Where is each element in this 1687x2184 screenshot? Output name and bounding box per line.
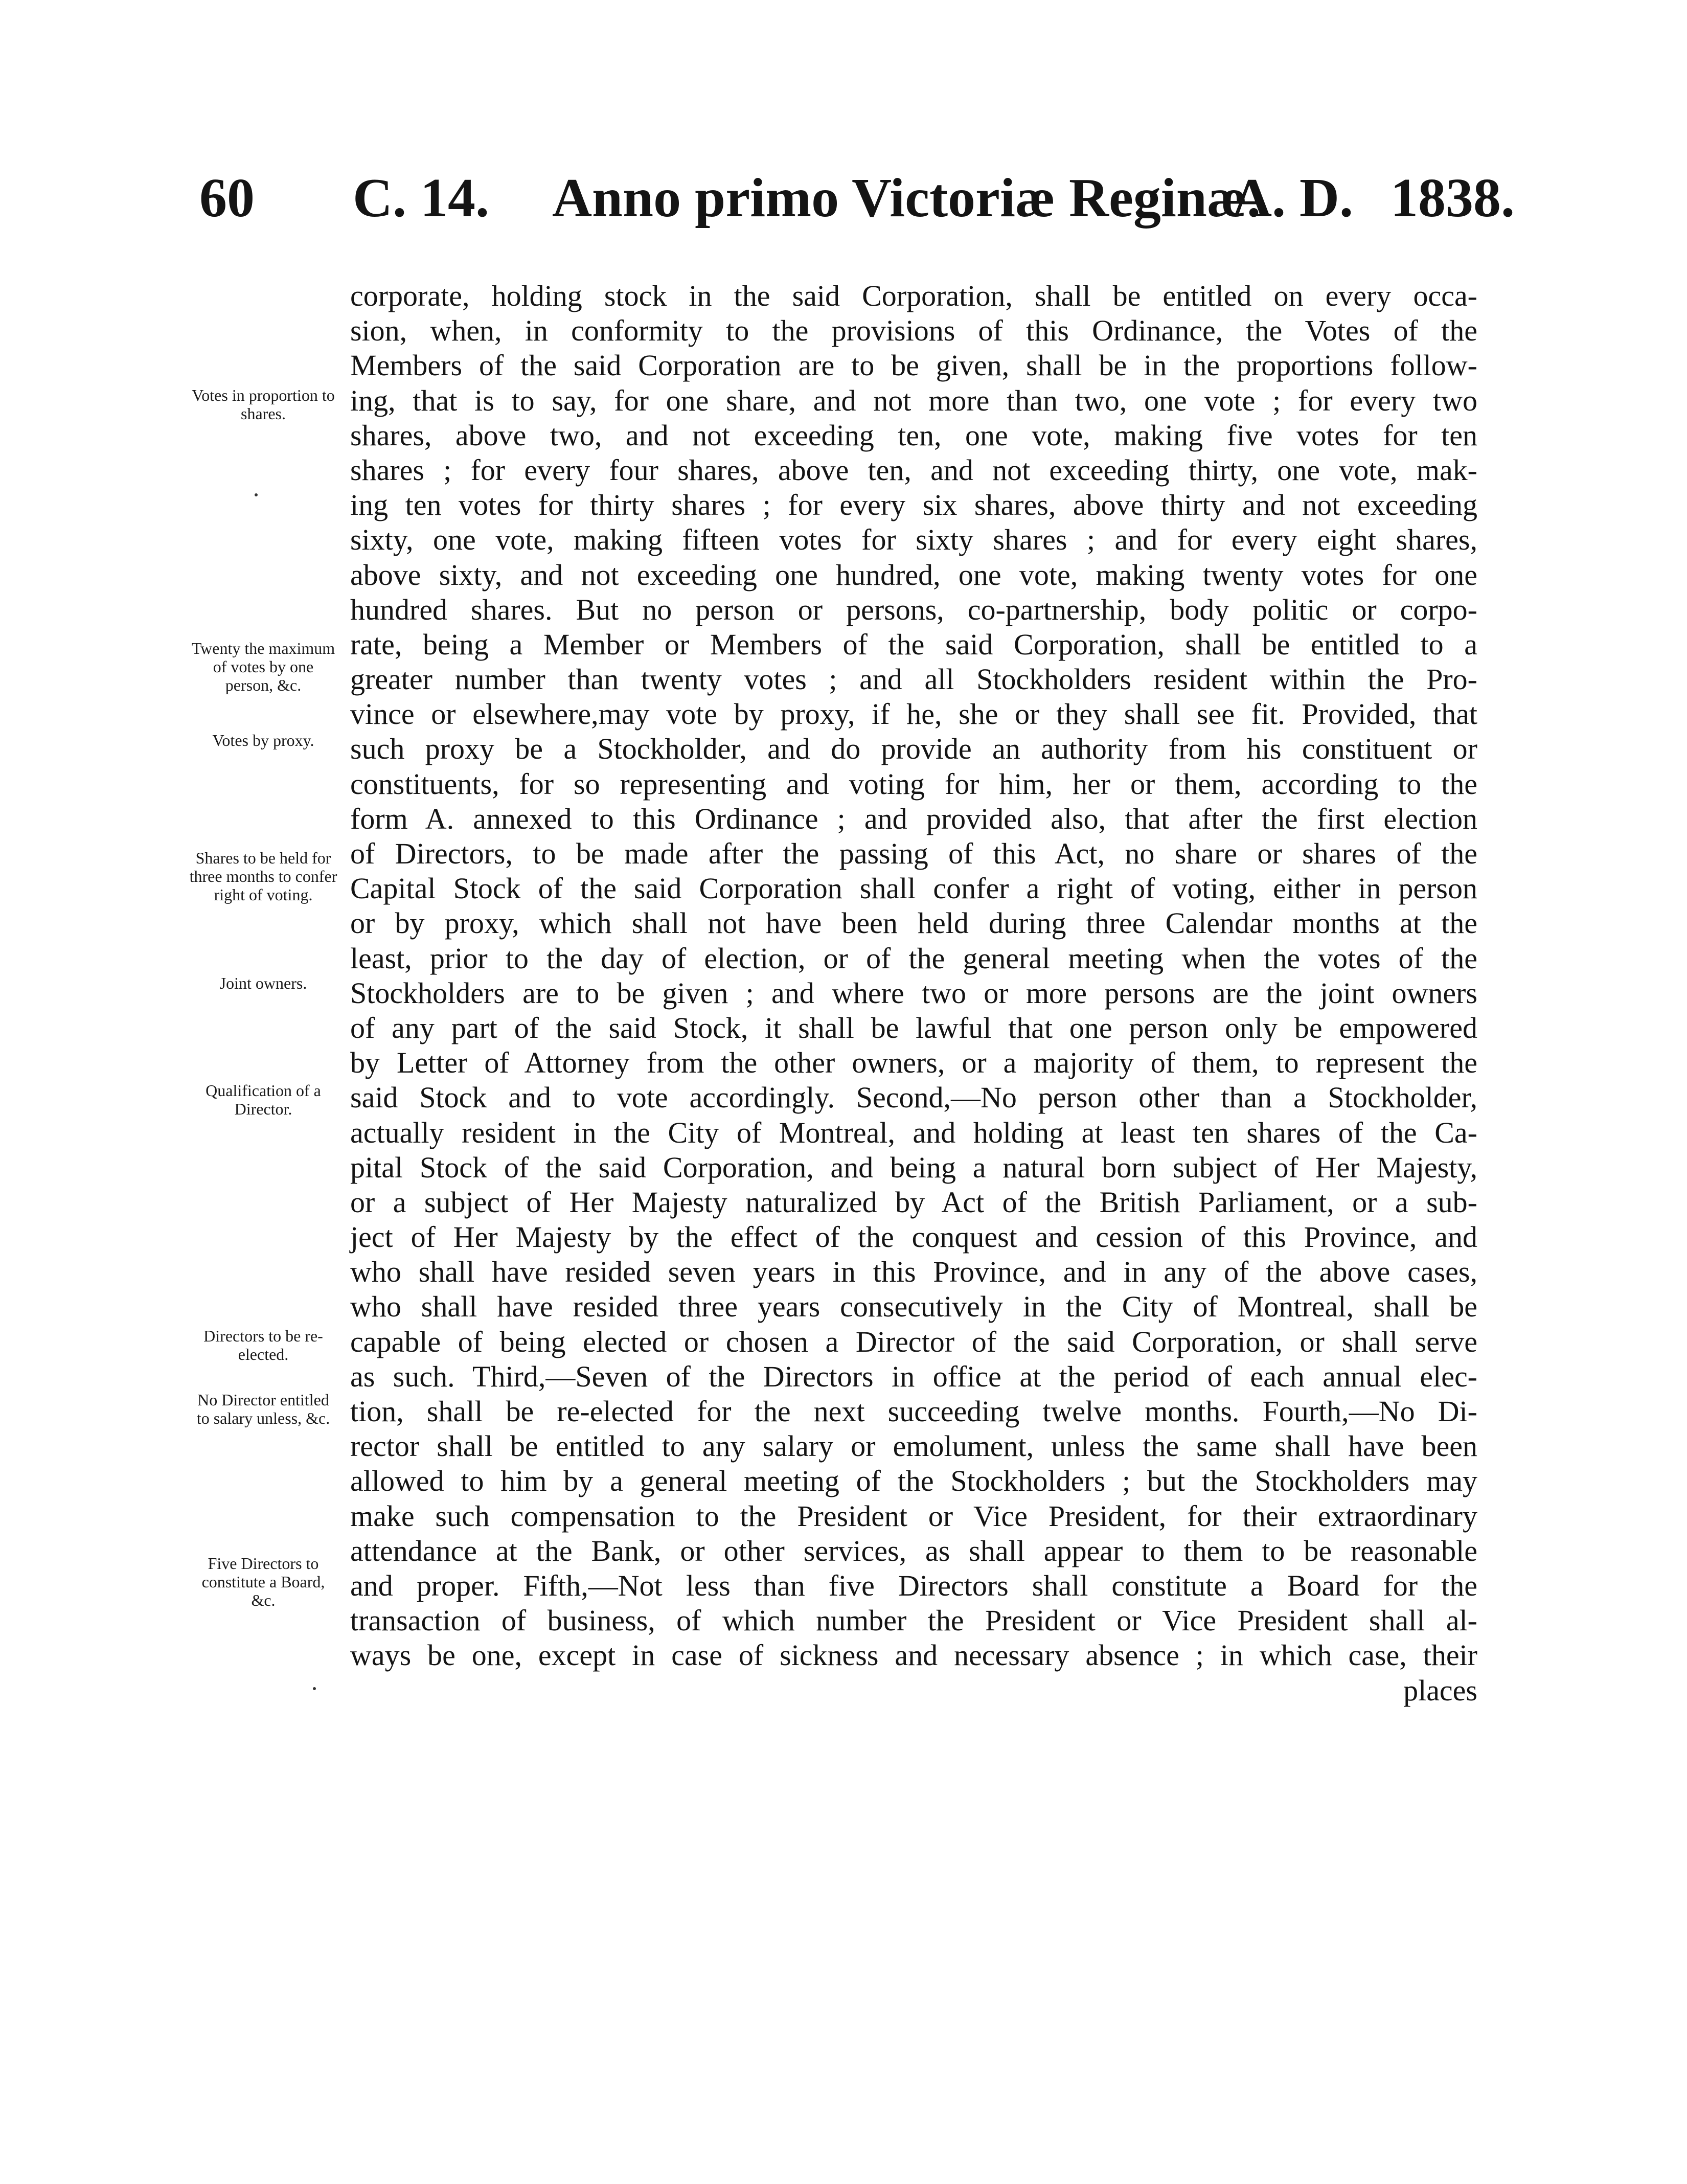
text-line: as such. Third,—Seven of the Directors in office at the period of each annual elec- [350, 1359, 1477, 1393]
printer-mark [255, 493, 258, 496]
text-line: Stockholders are to be given ; and where two or more persons are the joint owners [350, 976, 1477, 1010]
margin-note-shares-held-three-months: Shares to be held for three months to confer right of voting. [189, 849, 337, 904]
text-line: tion, shall be re-elected for the next succeeding twelve months. Fourth,—No Di- [350, 1395, 1477, 1428]
text-line: Capital Stock of the said Corporation shall confer a right of voting, either in person [350, 872, 1477, 905]
chapter-label: C. 14. [353, 168, 489, 229]
body-text [350, 279, 1477, 1708]
margin-note-twenty-maximum: Twenty the maximum of votes by one person, &c. [191, 639, 335, 694]
text-line: sixty, one vote, making fifteen votes for sixty shares ; and for every eight shares, [350, 523, 1477, 557]
text-line: above sixty, and not exceeding one hundred, one vote, making twenty votes for one [350, 558, 1477, 592]
text-line: and proper. Fifth,—Not less than five Directors shall constitute a Board for the [350, 1568, 1477, 1602]
text-line: ways be one, except in case of sickness and necessary absence ; in which case, their [350, 1639, 1477, 1672]
text-line: shares ; for every four shares, above ten, and not exceeding thirty, one vote, mak- [350, 453, 1477, 487]
text-line: ject of Her Majesty by the effect of the conquest and cession of this Province, and [350, 1220, 1477, 1254]
margin-note-qualification-director: Qualification of a Director. [206, 1081, 321, 1118]
text-line: greater number than twenty votes ; and all Stockholders resident within the Pro- [350, 663, 1477, 696]
text-line: capable of being elected or chosen a Director of the said Corporation, or shall serve [350, 1325, 1477, 1358]
text-line: shares, above two, and not exceeding ten, one vote, making five votes for ten [350, 418, 1477, 452]
text-line: such proxy be a Stockholder, and do provide an authority from his constituent or [350, 732, 1477, 766]
margin-note-votes-by-proxy: Votes by proxy. [212, 731, 314, 749]
text-line: form A. annexed to this Ordinance ; and provided also, that after the first election [350, 802, 1477, 835]
running-title: Anno primo Victoriæ Reginæ. [552, 168, 1261, 229]
text-line: ing ten votes for thirty shares ; for every six shares, above thirty and not exceeding [350, 488, 1477, 522]
margin-note-no-salary: No Director entitled to salary unless, &c. [196, 1391, 330, 1427]
text-line: rector shall be entitled to any salary or emolument, unless the same shall have been [350, 1429, 1477, 1463]
text-line: who shall have resided seven years in this Province, and in any of the above cases, [350, 1255, 1477, 1289]
margin-note-votes-proportion: Votes in proportion to shares. [192, 386, 335, 423]
text-line: sion, when, in conformity to the provisions of this Ordinance, the Votes of the [350, 314, 1477, 348]
text-line: actually resident in the City of Montreal, and holding at least ten shares of the Ca- [350, 1116, 1477, 1149]
text-line: ing, that is to say, for one share, and not more than two, one vote ; for every two [350, 383, 1477, 417]
year-label: 1838. [1390, 168, 1515, 229]
text-line: pital Stock of the said Corporation, and being a natural born subject of Her Majesty, [350, 1150, 1477, 1184]
text-line: who shall have resided three years consecutively in the City of Montreal, shall be [350, 1290, 1477, 1324]
text-line: corporate, holding stock in the said Corporation, shall be entitled on every occa- [350, 279, 1477, 312]
text-line: make such compensation to the President or Vice President, for their extraordinary [350, 1499, 1477, 1533]
text-line: of Directors, to be made after the passing of this Act, no share or shares of the [350, 837, 1477, 870]
text-line: or by proxy, which shall not have been held during three Calendar months at the [350, 906, 1477, 940]
printer-mark [313, 1687, 316, 1690]
text-line: allowed to him by a general meeting of the Stockholders ; but the Stockholders may [350, 1464, 1477, 1498]
margin-note-joint-owners: Joint owners. [219, 974, 307, 992]
margin-note-directors-reelected: Directors to be re-elected. [203, 1327, 323, 1363]
text-line: constituents, for so representing and voting for him, her or them, according to the [350, 767, 1477, 801]
page-number: 60 [199, 168, 255, 229]
text-line: of any part of the said Stock, it shall be lawful that one person only be empowered [350, 1011, 1477, 1044]
text-line: vince or elsewhere,may vote by proxy, if he, she or they shall see fit. Provided, that [350, 697, 1477, 731]
text-line: hundred shares. But no person or persons, co-partnership, body politic or corpo- [350, 593, 1477, 626]
running-header [0, 163, 1687, 234]
catchword: places [1403, 1673, 1477, 1707]
text-line: least, prior to the day of election, or of the general meeting when the votes of the [350, 941, 1477, 975]
text-line: transaction of business, of which number the President or Vice President shall al- [350, 1604, 1477, 1637]
anno-domini-label: A. D. [1232, 168, 1353, 229]
text-line: attendance at the Bank, or other services, as shall appear to them to be reasonable [350, 1534, 1477, 1567]
margin-note-five-directors: Five Directors to constitute a Board, &c. [201, 1554, 325, 1609]
text-line: or a subject of Her Majesty naturalized by Act of the British Parliament, or a sub- [350, 1185, 1477, 1219]
text-line: rate, being a Member or Members of the said Corporation, shall be entitled to a [350, 627, 1477, 661]
text-line: by Letter of Attorney from the other owners, or a majority of them, to represent the [350, 1046, 1477, 1080]
text-line: said Stock and to vote accordingly. Second,—No person other than a Stockholder, [350, 1081, 1477, 1114]
text-line: Members of the said Corporation are to be given, shall be in the proportions follow- [350, 349, 1477, 382]
